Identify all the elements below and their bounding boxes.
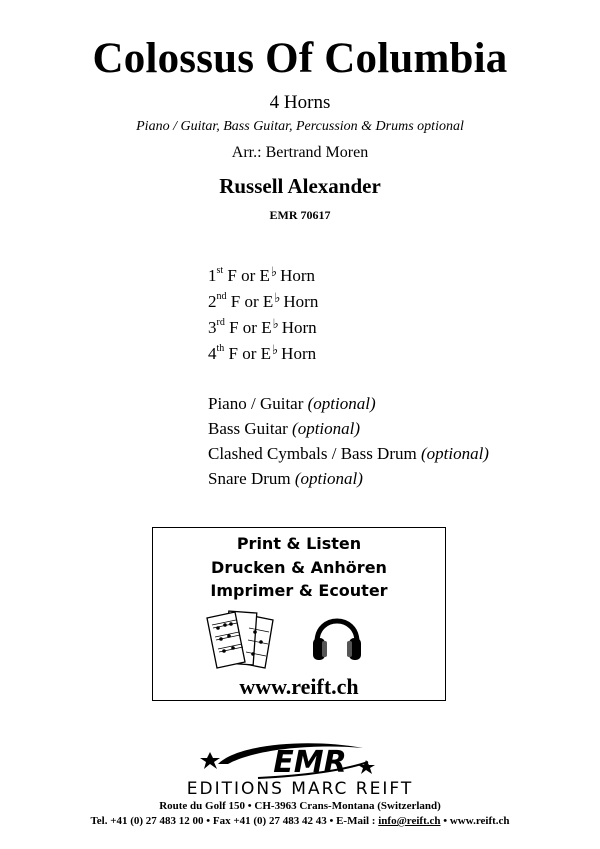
flat-icon: ♭: [274, 290, 281, 305]
list-item: 2nd F or E♭ Horn: [208, 290, 319, 311]
list-item: 1st F or E♭ Horn: [208, 264, 316, 285]
print-listen-de: Drucken & Anhören: [211, 558, 387, 577]
publisher-address: Route du Golf 150 • CH-3963 Crans-Montana (Switzerland): [159, 800, 441, 812]
list-item: 4th F or E♭ Horn: [208, 342, 317, 363]
headphones-icon: [311, 608, 363, 664]
flat-icon: ♭: [270, 264, 278, 279]
sheet-music-icon: [203, 608, 279, 670]
optional-parts-list: [208, 391, 489, 491]
email-link[interactable]: info@reift.ch: [378, 815, 441, 827]
flat-icon: ♭: [272, 316, 279, 331]
website-link[interactable]: www.reift.ch: [239, 674, 359, 699]
print-listen-en: Print & Listen: [236, 534, 362, 553]
flat-icon: ♭: [272, 342, 279, 357]
list-item: Snare Drum (optional): [208, 469, 363, 488]
instrumentation: Piano / Guitar, Bass Guitar, Percussion & Drums optional: [136, 119, 464, 134]
print-listen-box: [152, 527, 446, 701]
list-item: Bass Guitar (optional): [208, 419, 361, 438]
composer: Russell Alexander: [219, 174, 381, 198]
page-title: Colossus Of Columbia: [92, 35, 508, 82]
print-listen-fr: Imprimer & Ecouter: [210, 581, 388, 600]
list-item: 3rd F or E♭ Horn: [208, 316, 317, 337]
horn-parts-list: [208, 263, 318, 367]
list-item: Clashed Cymbals / Bass Drum (optional): [208, 444, 489, 463]
logo-text: EMR: [273, 745, 347, 780]
arranger: Arr.: Bertrand Moren: [231, 144, 369, 161]
list-item: Piano / Guitar (optional): [208, 394, 376, 413]
subtitle: 4 Horns: [269, 92, 331, 113]
catalog-number: EMR 70617: [269, 208, 331, 222]
publisher-name: EDITIONS MARC REIFT: [186, 779, 414, 799]
publisher-contact: Tel. +41 (0) 27 483 12 00 • Fax +41 (0) 27 483 42 43 • E-Mail : info@reift.ch • www.reift.ch: [90, 815, 510, 827]
